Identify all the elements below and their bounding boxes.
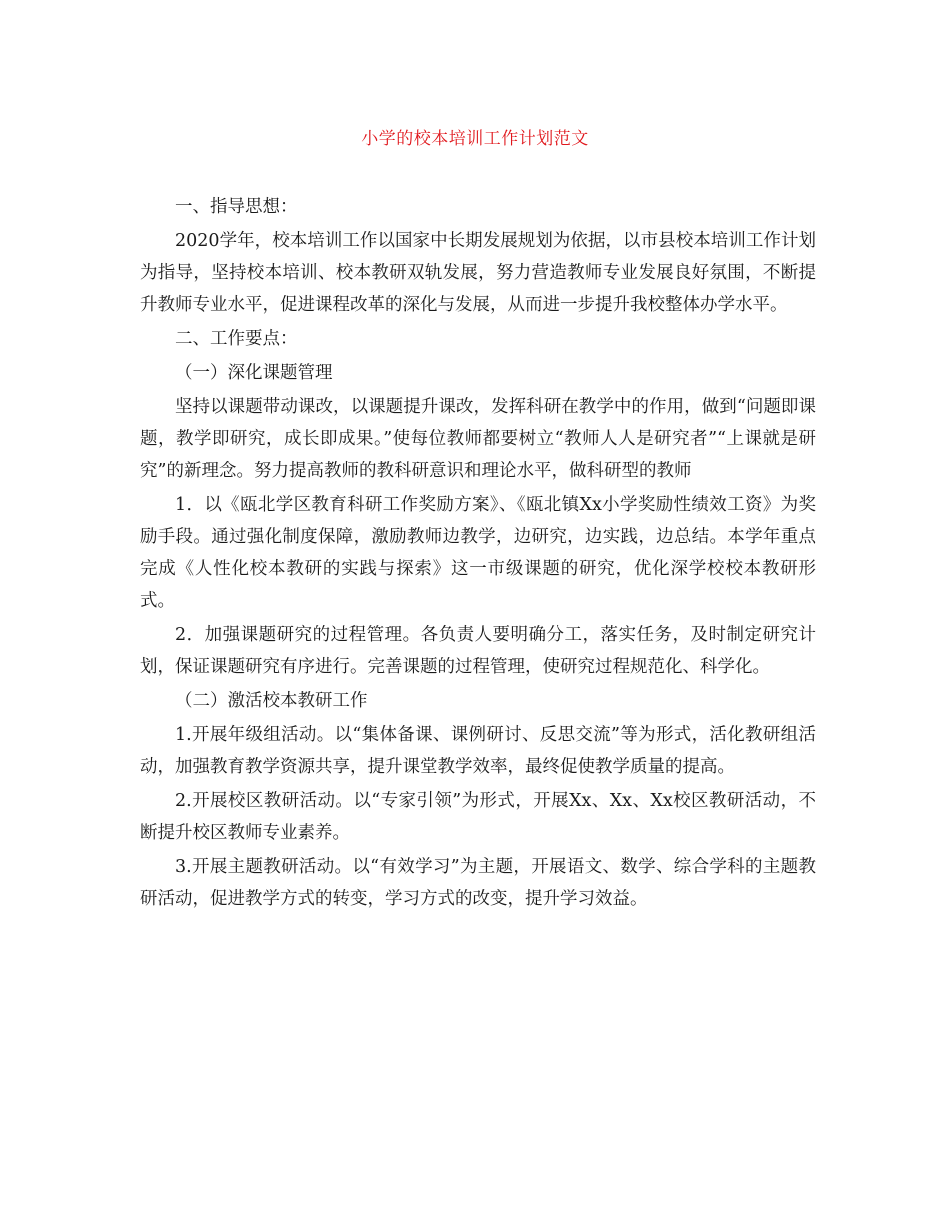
paragraph-item-2-process: 2．加强课题研究的过程管理。各负责人要明确分工，落实任务，及时制定研究计划，保证课题研究有序进行。完善课题的过程管理，使研究过程规范化、科学化。 (140, 625, 816, 677)
paragraph-topic-management: 坚持以课题带动课改，以课题提升课改，发挥科研在教学中的作用，做到“问题即课题，教学即研究，成长即成果。”使每位教师都要树立“教师人人是研究者”“上课就是研究”的新理念。努力提高教师的教科研意识和理论水平，做科研型的教师 (140, 397, 816, 481)
document-body (140, 191, 816, 917)
paragraph-guiding-thought: 2020学年，校本培训工作以国家中长期发展规划为依据，以市县校本培训工作计划为指导，坚持校本培训、校本教研双轨发展，努力营造教师专业发展良好氛围，不断提升教师专业水平，促进课程改革的深化与发展，从而进一步提升我校整体办学水平。 (140, 231, 816, 315)
section-heading-work-points: 二、工作要点： (175, 329, 298, 349)
document-title: 小学的校本培训工作计划范文 (361, 129, 589, 149)
subsection-heading-school-research: （二）激活校本教研工作 (175, 691, 368, 711)
section-heading-guiding-thought: 一、指导思想： (175, 197, 298, 217)
paragraph-item-3-theme-research: 3.开展主题教研活动。以“有效学习”为主题，开展语文、数学、综合学科的主题教研活动，促进教学方式的转变，学习方式的改变，提升学习效益。 (140, 857, 816, 909)
paragraph-item-1-grade-group: 1.开展年级组活动。以“集体备课、课例研讨、反思交流”等为形式，活化教研组活动，加强教育教学资源共享，提升课堂教学效率，最终促使教学质量的提高。 (140, 725, 816, 777)
subsection-heading-topic-management: （一）深化课题管理 (175, 363, 333, 383)
paragraph-item-2-campus-research: 2.开展校区教研活动。以“专家引领”为形式，开展Xx、Xx、Xx校区教研活动，不断提升校区教师专业素养。 (140, 791, 816, 843)
paragraph-item-1-reward: 1．以《瓯北学区教育科研工作奖励方案》、《瓯北镇Xx小学奖励性绩效工资》为奖励手段。通过强化制度保障，激励教师边教学，边研究，边实践，边总结。本学年重点完成《人性化校本教研的实践与探索》这一市级课题的研究，优化深学校校本教研形式。 (140, 495, 816, 611)
